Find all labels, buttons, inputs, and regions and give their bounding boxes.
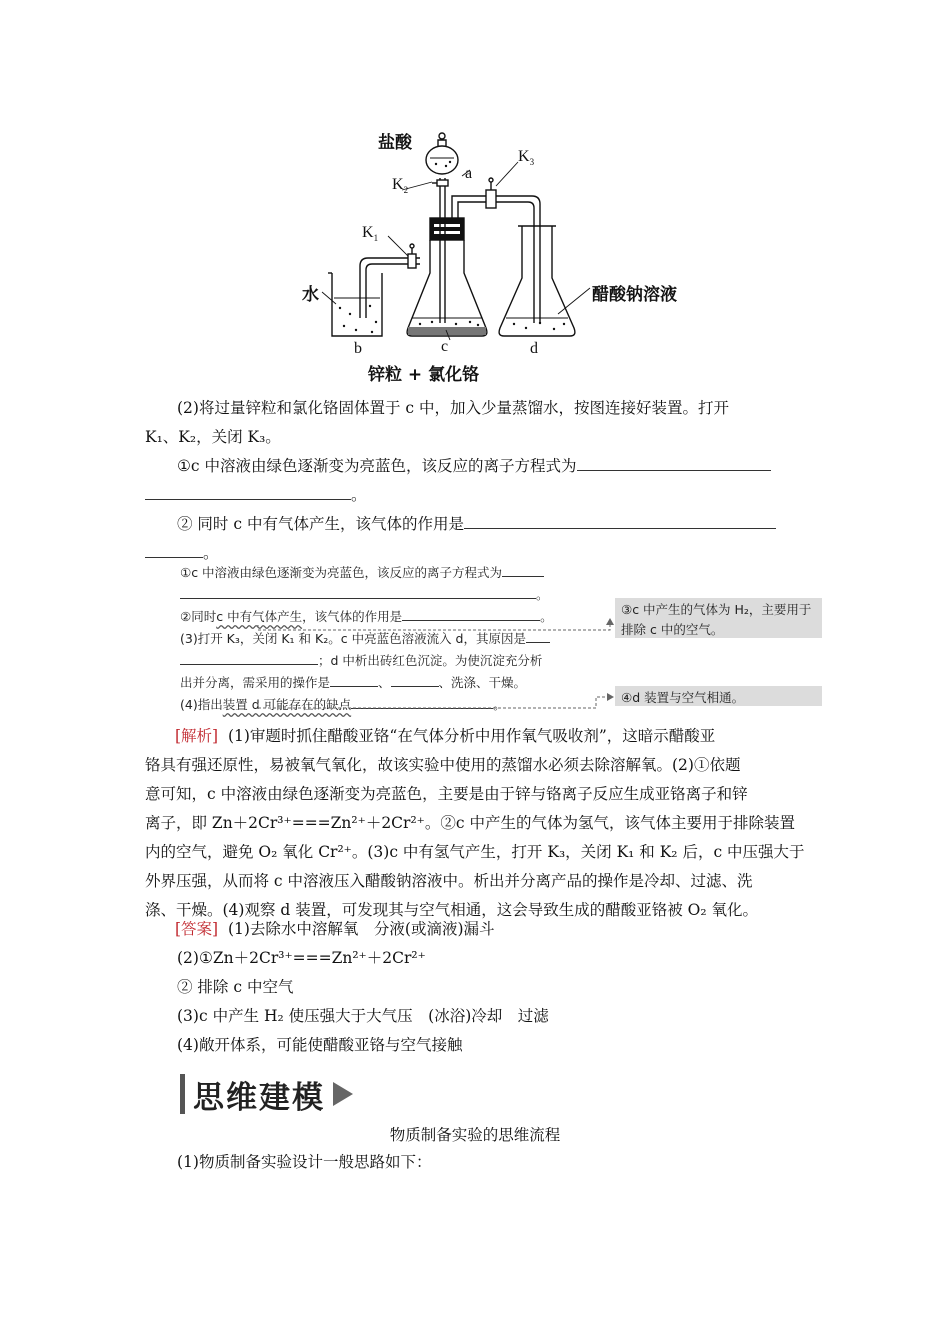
ann-line7 <box>180 694 600 716</box>
q2-sub2-end: 。 <box>203 544 219 562</box>
ann-line6-end: 、洗涤、干燥。 <box>438 675 527 690</box>
label-hcl: 盐酸 <box>378 133 412 153</box>
label-d: d <box>530 340 538 357</box>
ann-line6-text: 出并分离，需采用的操作是 <box>180 675 331 690</box>
label-k2-sub: 2 <box>403 185 409 196</box>
q2-sub1-end: 。 <box>351 486 367 504</box>
section-bar <box>180 1074 185 1114</box>
analysis-block <box>145 722 805 925</box>
answer-line-text: (1)去除水中溶解氧 分液(或滴液)漏斗 <box>227 920 495 938</box>
label-k3 <box>518 148 534 167</box>
label-k2 <box>392 176 408 195</box>
section-header <box>180 1072 353 1116</box>
section-subtitle: 物质制备实验的思维流程 <box>389 1126 561 1144</box>
annotated-question-block <box>180 562 600 716</box>
label-k1-letter: K <box>362 224 374 241</box>
q2-sub2 <box>145 510 805 539</box>
answer-blank <box>577 454 771 471</box>
answer-blank <box>502 563 544 577</box>
ann-line3 <box>180 606 600 628</box>
answer-blank <box>402 607 540 621</box>
label-k3-letter: K <box>518 148 530 165</box>
apparatus-figure <box>300 118 700 388</box>
analysis-line: 外界压强，从而将 c 中溶液压入醋酸钠溶液中。析出并分离产品的操作是冷却、过滤、洗 <box>145 872 753 890</box>
label-a: a <box>465 165 473 182</box>
label-k2-letter: K <box>392 176 404 193</box>
q2-sub1-text: ①c 中溶液由绿色逐渐变为亮蓝色，该反应的离子方程式为 <box>177 457 577 475</box>
ann-line3-a: ②同时 <box>180 609 217 624</box>
label-b: b <box>354 340 362 357</box>
analysis-line <box>145 722 805 751</box>
section-title: 思维建模 <box>193 1079 325 1116</box>
ann-line3-end: 。 <box>540 609 553 624</box>
answer-blank <box>330 673 378 687</box>
ann-line3-b: ，该气体的作用是 <box>302 609 403 624</box>
ann-line7-wavy: 装置 d 可能存在的缺点 <box>222 697 352 712</box>
label-sodium-acetate: 醋酸钠溶液 <box>592 285 677 305</box>
annotation-note-4: ④d 装置与空气相通。 <box>615 686 822 706</box>
ann-line6-sep: 、 <box>378 675 391 690</box>
answer-line: (3)c 中产生 H₂ 使压强大于大气压 (冰浴)冷却 过滤 <box>177 1007 549 1025</box>
analysis-line-text: (1)审题时抓住醋酸亚铬“在气体分析中用作氧气吸收剂”，这暗示醋酸亚 <box>227 727 716 745</box>
ann-line2-end: 。 <box>536 587 549 602</box>
ann-line7-a: (4)指出 <box>180 697 223 712</box>
annotation-note-3: ③c 中产生的气体为 H₂，主要用于排除 c 中的空气。 <box>615 598 822 638</box>
ann-line6 <box>180 672 600 694</box>
ann-line3-wavy: c 中有气体产生 <box>216 609 303 624</box>
answer-line: ② 排除 c 中空气 <box>177 978 294 996</box>
q2-sub2-text: ② 同时 c 中有气体产生，该气体的作用是 <box>177 515 464 533</box>
label-water: 水 <box>302 285 319 305</box>
ann-line1 <box>180 562 600 584</box>
ann-line2 <box>180 584 600 606</box>
play-triangle-icon <box>333 1082 353 1106</box>
analysis-line: 涤、干燥。(4)观察 d 装置，可发现其与空气相通，这会导致生成的醋酸亚铬被 O₂ 氧化。 <box>145 901 759 919</box>
label-reagents: 锌粒 + 氯化铬 <box>368 365 480 385</box>
label-k3-sub: 3 <box>529 157 535 168</box>
ann-line5 <box>180 650 600 672</box>
analysis-line: 内的空气，避免 O₂ 氧化 Cr²⁺。(3)c 中有氢气产生，打开 K₃，关闭 K₁ 和 K₂ 后，c 中压强大于 <box>145 843 805 861</box>
q2-sub1-cont <box>145 481 805 510</box>
ann-line4-text: (3)打开 K₃，关闭 K₁ 和 K₂。c 中亮蓝色溶液流入 d，其原因是 <box>180 631 526 646</box>
answer-line: (4)敞开体系，可能使醋酸亚铬与空气接触 <box>177 1036 463 1054</box>
answer-blank <box>391 673 439 687</box>
ann-line5-text: ；d 中析出砖红色沉淀。为使沉淀充分析 <box>318 653 543 668</box>
q2-line1: (2)将过量锌粒和氯化铬固体置于 c 中，加入少量蒸馏水，按图连接好装置。打开 <box>177 399 729 417</box>
section-line1: (1)物质制备实验设计一般思路如下： <box>177 1153 432 1171</box>
answer-line: (2)①Zn＋2Cr³⁺===Zn²⁺＋2Cr²⁺ <box>177 949 426 967</box>
answer-blank <box>526 629 550 643</box>
ann-line4 <box>180 628 600 650</box>
analysis-tag: [解析] <box>175 727 219 745</box>
q2-line2: K₁、K₂，关闭 K₃。 <box>145 428 281 446</box>
answer-blank <box>180 651 318 665</box>
q2-sub1 <box>145 452 805 481</box>
ann-line7-end: 。 <box>493 697 506 712</box>
answer-tag: [答案] <box>175 920 219 938</box>
label-c: c <box>441 338 449 355</box>
answer-blank <box>145 541 203 558</box>
label-k1-sub: 1 <box>373 233 379 244</box>
answer-blank <box>145 483 351 500</box>
analysis-line: 铬具有强还原性，易被氧气氧化，故该实验中使用的蒸馏水必须去除溶解氧。(2)①依题 <box>145 756 741 774</box>
label-k1 <box>362 224 378 243</box>
ann-line1-text: ①c 中溶液由绿色逐渐变为亮蓝色，该反应的离子方程式为 <box>180 565 503 580</box>
answer-blank <box>464 512 776 529</box>
analysis-line: 意可知，c 中溶液由绿色逐渐变为亮蓝色，主要是由于锌与铬离子反应生成亚铬离子和锌 <box>145 785 748 803</box>
question-2 <box>145 394 805 568</box>
answer-blank <box>351 695 493 709</box>
answer-block <box>145 915 805 1060</box>
answer-blank <box>180 585 536 599</box>
answer-line <box>145 915 805 944</box>
analysis-line: 离子，即 Zn＋2Cr³⁺===Zn²⁺＋2Cr²⁺。②c 中产生的气体为氢气，该气体主要用于排除装置 <box>145 814 795 832</box>
